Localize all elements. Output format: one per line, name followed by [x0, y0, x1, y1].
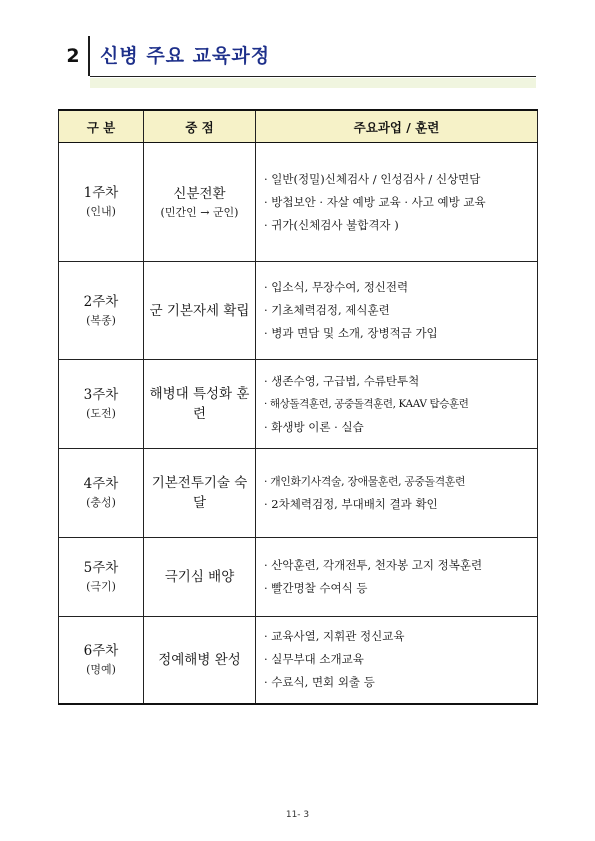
section-title-band [90, 78, 536, 88]
tasks-cell [256, 449, 538, 538]
focus-label: 군 기본자세 확립 [149, 302, 250, 319]
section-header [58, 36, 536, 90]
task-item: · 2차체력검정, 부대배치 결과 확인 [264, 497, 438, 511]
section-number: 2 [58, 36, 90, 76]
task-item: · 빨간명찰 수여식 등 [264, 581, 368, 595]
week-label: 3주차 [83, 387, 119, 403]
week-cell [59, 538, 144, 617]
week-virtue: (명예) [86, 662, 116, 676]
focus-sublabel: (민간인 → 군인) [160, 205, 239, 219]
week-cell [59, 617, 144, 704]
task-item: · 교육사열, 지휘관 정신교육 [264, 629, 405, 644]
table-row [59, 360, 538, 449]
focus-label: 신분전환 [173, 185, 226, 202]
task-item: · 병과 면담 및 소개, 장병적금 가입 [264, 326, 438, 340]
course-table [58, 109, 538, 705]
task-item: · 화생방 이론 · 실습 [264, 419, 364, 434]
week-label: 1주차 [83, 185, 119, 201]
task-item: · 입소식, 무장수여, 정신전력 [264, 280, 409, 294]
tasks-cell [256, 617, 538, 704]
task-item: · 실무부대 소개교육 [264, 652, 364, 667]
focus-cell [144, 449, 256, 538]
section-title: 신병 주요 교육과정 [100, 45, 271, 67]
header-focus: 중 점 [144, 110, 256, 143]
week-label: 5주차 [83, 560, 119, 576]
task-item: · 기초체력검정, 제식훈련 [264, 303, 390, 317]
task-item: · 수료식, 면회 외출 등 [264, 675, 375, 690]
tasks-cell [256, 262, 538, 360]
focus-cell [144, 538, 256, 617]
week-virtue: (충성) [86, 496, 116, 509]
week-label: 2주차 [83, 293, 119, 310]
task-item: · 귀가(신체검사 불합격자 ) [264, 217, 399, 232]
table-row [59, 449, 538, 538]
week-cell [59, 360, 144, 449]
week-cell [59, 262, 144, 360]
week-virtue: (극기) [86, 580, 116, 593]
header-category: 구 분 [59, 110, 144, 143]
week-virtue: (도전) [86, 407, 116, 420]
tasks-cell [256, 538, 538, 617]
task-item: · 개인화기사격술, 장애물훈련, 공중돌격훈련 [264, 475, 466, 488]
week-cell [59, 449, 144, 538]
focus-cell [144, 360, 256, 449]
task-item: · 해상돌격훈련, 공중돌격훈련, KAAV 탑승훈련 [264, 397, 469, 410]
tasks-cell [256, 360, 538, 449]
week-cell [59, 143, 144, 262]
table-row [59, 538, 538, 617]
focus-label: 극기심 배양 [164, 569, 235, 585]
table-header-row [59, 110, 538, 143]
header-tasks: 주요과업 / 훈련 [256, 110, 538, 143]
task-item: · 일반(정밀)신체검사 / 인성검사 / 신상면담 [264, 171, 481, 186]
table-row [59, 262, 538, 360]
week-label: 4주차 [83, 476, 119, 492]
focus-cell [144, 617, 256, 704]
task-item: · 생존수영, 구급법, 수류탄투척 [264, 373, 420, 388]
focus-cell [144, 143, 256, 262]
section-title-underline [90, 76, 536, 77]
focus-label: 정예해병 완성 [158, 651, 241, 668]
focus-label: 기본전투기술 숙달 [151, 475, 248, 511]
week-virtue: (복종) [86, 313, 116, 327]
page-number: 11- 3 [285, 810, 310, 820]
focus-cell [144, 262, 256, 360]
week-label: 6주차 [83, 642, 119, 659]
task-item: · 방첩보안 · 자살 예방 교육 · 사고 예방 교육 [264, 194, 486, 209]
tasks-cell [256, 143, 538, 262]
table-row [59, 143, 538, 262]
week-virtue: (인내) [86, 205, 116, 218]
table-row [59, 617, 538, 704]
task-item: · 산악훈련, 각개전투, 천자봉 고지 정복훈련 [264, 558, 483, 572]
focus-label: 해병대 특성화 훈련 [149, 386, 250, 422]
